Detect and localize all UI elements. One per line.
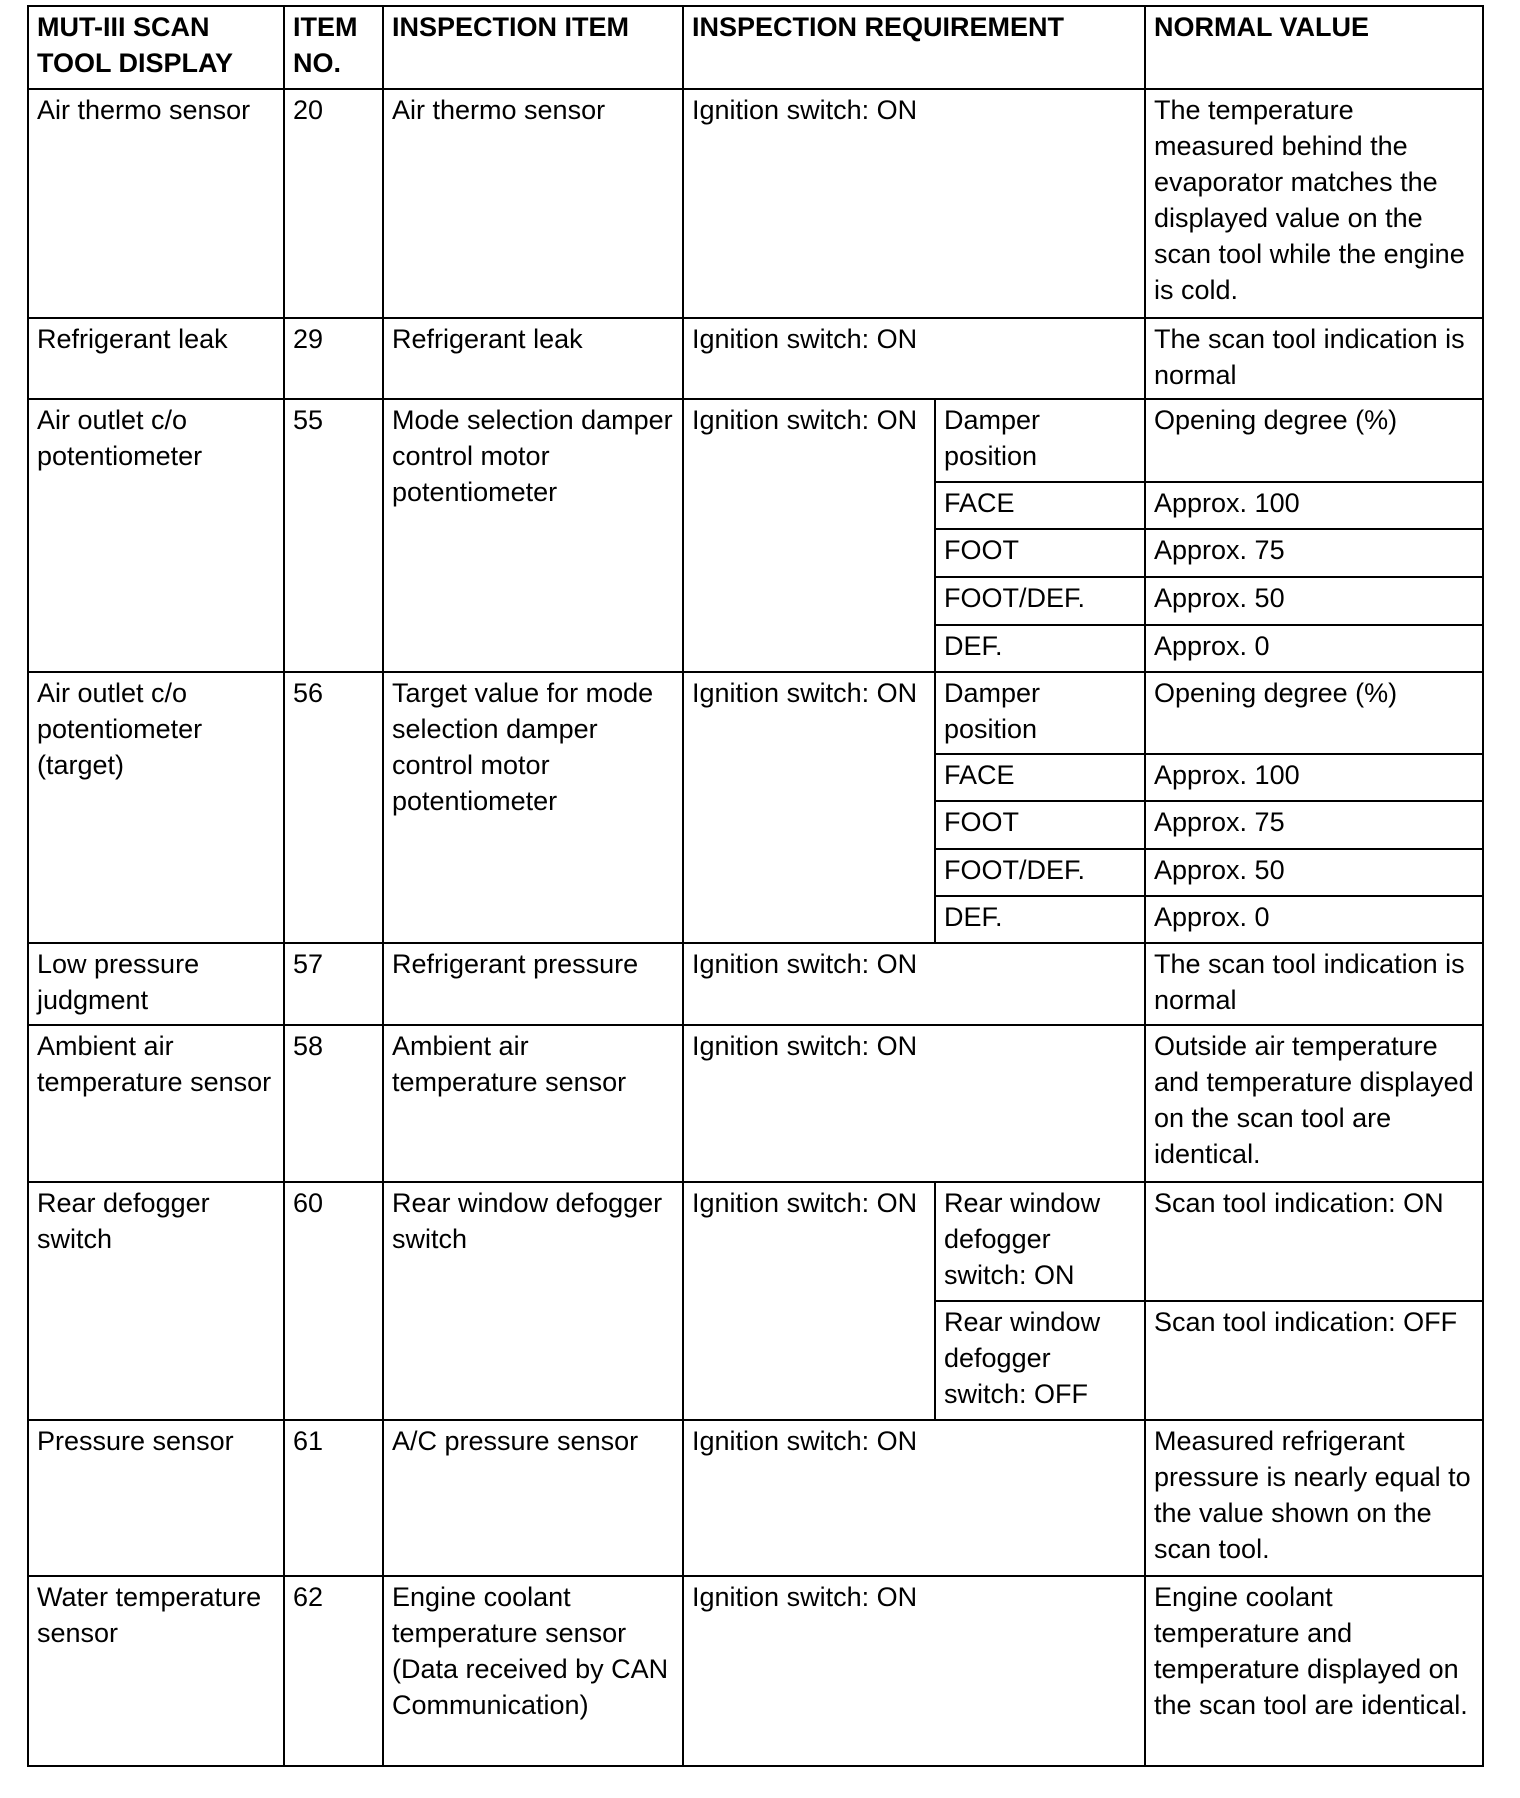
table-row: [28, 1025, 1483, 1182]
header-inspection-item: INSPECTION ITEM: [383, 6, 683, 89]
inspection-item-cell: Engine coolant temperature sensor (Data received by CAN Communication): [383, 1576, 683, 1766]
inspection-item-cell: Refrigerant pressure: [383, 943, 683, 1025]
normal-value-cell: The scan tool indication is normal: [1145, 318, 1483, 399]
normal-value-cell: Scan tool indication: ON: [1145, 1182, 1483, 1301]
requirement-cell: Ignition switch: ON: [683, 399, 935, 672]
normal-value-cell: Outside air temperature and temperature displayed on the scan tool are identical.: [1145, 1025, 1483, 1182]
requirement-cell: Ignition switch: ON: [683, 1420, 1145, 1576]
inspection-item-cell: Mode selection damper control motor potentiometer: [383, 399, 683, 672]
table-row: [28, 943, 1483, 1025]
table-row: [28, 1420, 1483, 1576]
inspection-item-cell: Rear window defogger switch: [383, 1182, 683, 1420]
condition-cell: FACE: [935, 754, 1145, 801]
normal-value-cell: Approx. 100: [1145, 482, 1483, 529]
condition-cell: DEF.: [935, 625, 1145, 672]
display-cell: Air outlet c/o potentiometer: [28, 399, 284, 672]
normal-value-cell: Approx. 75: [1145, 529, 1483, 577]
inspection-item-cell: A/C pressure sensor: [383, 1420, 683, 1576]
header-requirement: INSPECTION REQUIREMENT: [683, 6, 1145, 89]
condition-cell: FOOT/DEF.: [935, 577, 1145, 625]
display-cell: Ambient air temperature sensor: [28, 1025, 284, 1182]
normal-value-cell: Approx. 0: [1145, 625, 1483, 672]
normal-value-cell: Approx. 100: [1145, 754, 1483, 801]
inspection-item-cell: Ambient air temperature sensor: [383, 1025, 683, 1182]
normal-value-cell: Engine coolant temperature and temperature displayed on the scan tool are identical.: [1145, 1576, 1483, 1766]
item-no-cell: 56: [284, 672, 383, 943]
condition-cell: DEF.: [935, 896, 1145, 943]
normal-value-cell: The temperature measured behind the evaporator matches the displayed value on the scan tool while the engine is cold.: [1145, 89, 1483, 318]
inspection-item-cell: Target value for mode selection damper control motor potentiometer: [383, 672, 683, 943]
display-cell: Rear defogger switch: [28, 1182, 284, 1420]
condition-cell: Rear window defogger switch: ON: [935, 1182, 1145, 1301]
item-no-cell: 57: [284, 943, 383, 1025]
table-row: [28, 318, 1483, 399]
normal-value-cell: Measured refrigerant pressure is nearly equal to the value shown on the scan tool.: [1145, 1420, 1483, 1576]
item-no-cell: 60: [284, 1182, 383, 1420]
requirement-cell: Ignition switch: ON: [683, 1576, 1145, 1766]
display-cell: Refrigerant leak: [28, 318, 284, 399]
item-no-cell: 61: [284, 1420, 383, 1576]
normal-value-cell: Approx. 50: [1145, 849, 1483, 896]
requirement-cell: Ignition switch: ON: [683, 1025, 1145, 1182]
condition-cell: FOOT: [935, 801, 1145, 849]
header-normal-value: NORMAL VALUE: [1145, 6, 1483, 89]
condition-cell: Rear window defogger switch: OFF: [935, 1301, 1145, 1420]
requirement-cell: Ignition switch: ON: [683, 943, 1145, 1025]
inspection-item-cell: Air thermo sensor: [383, 89, 683, 318]
table-row: [28, 399, 1483, 482]
table-row: [28, 1182, 1483, 1301]
normal-value-cell: The scan tool indication is normal: [1145, 943, 1483, 1025]
display-cell: Water temperature sensor: [28, 1576, 284, 1766]
item-no-cell: 62: [284, 1576, 383, 1766]
requirement-cell: Ignition switch: ON: [683, 672, 935, 943]
inspection-item-cell: Refrigerant leak: [383, 318, 683, 399]
table-row: [28, 1576, 1483, 1766]
normal-value-cell: Opening degree (%): [1145, 399, 1483, 482]
normal-value-cell: Opening degree (%): [1145, 672, 1483, 754]
display-cell: Air outlet c/o potentiometer (target): [28, 672, 284, 943]
scan-tool-inspection-table: [27, 5, 1484, 1767]
item-no-cell: 20: [284, 89, 383, 318]
condition-cell: FACE: [935, 482, 1145, 529]
item-no-cell: 29: [284, 318, 383, 399]
normal-value-cell: Scan tool indication: OFF: [1145, 1301, 1483, 1420]
requirement-cell: Ignition switch: ON: [683, 89, 1145, 318]
condition-cell: FOOT: [935, 529, 1145, 577]
header-row: [28, 6, 1483, 89]
normal-value-cell: Approx. 50: [1145, 577, 1483, 625]
requirement-cell: Ignition switch: ON: [683, 1182, 935, 1420]
normal-value-cell: Approx. 0: [1145, 896, 1483, 943]
header-display: MUT-III SCAN TOOL DISPLAY: [28, 6, 284, 89]
display-cell: Pressure sensor: [28, 1420, 284, 1576]
table-row: [28, 89, 1483, 318]
item-no-cell: 58: [284, 1025, 383, 1182]
display-cell: Low pressure judgment: [28, 943, 284, 1025]
normal-value-cell: Approx. 75: [1145, 801, 1483, 849]
condition-cell: FOOT/DEF.: [935, 849, 1145, 896]
table-row: [28, 672, 1483, 754]
condition-cell: Damper position: [935, 399, 1145, 482]
display-cell: Air thermo sensor: [28, 89, 284, 318]
requirement-cell: Ignition switch: ON: [683, 318, 1145, 399]
header-item-no: ITEM NO.: [284, 6, 383, 89]
item-no-cell: 55: [284, 399, 383, 672]
condition-cell: Damper position: [935, 672, 1145, 754]
